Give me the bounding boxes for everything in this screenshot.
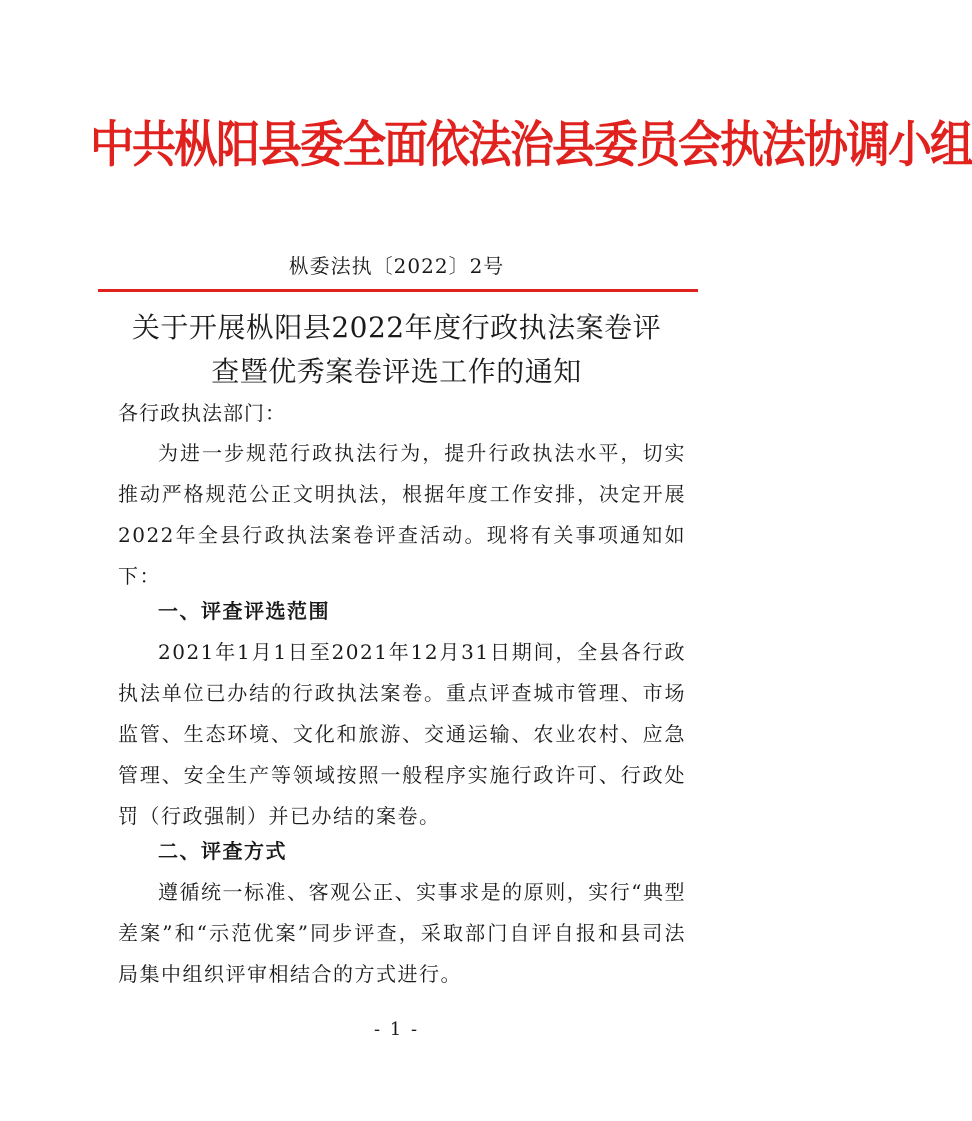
page-number: - 1 - — [373, 1019, 420, 1040]
section-paragraph-method: 遵循统一标准、客观公正、实事求是的原则，实行“典型差案”和“示范优案”同步评查，采取部门自评自报和县司法局集中组织评审相结合的方式进行。 — [118, 880, 686, 986]
red-separator-line — [98, 289, 698, 292]
document-title-line-2: 查暨优秀案卷评选工作的通知 — [211, 355, 582, 388]
section-heading-scope: 一、评查评选范围 — [158, 599, 330, 623]
intro-paragraph: 为进一步规范行政执法行为，提升行政执法水平，切实推动严格规范公正文明执法，根据年度工作安排，决定开展2022年全县行政执法案卷评查活动。现将有关事项通知如下： — [118, 441, 686, 588]
section-heading-method: 二、评查方式 — [158, 839, 287, 863]
document-number: 枞委法执〔2022〕2号 — [288, 254, 505, 278]
issuing-organization-header: 中共枞阳县委全面依法治县委员会执法协调小组 — [90, 116, 972, 174]
document-title-line-1: 关于开展枞阳县2022年度行政执法案卷评 — [131, 311, 662, 344]
section-paragraph-scope: 2021年1月1日至2021年12月31日期间，全县各行政执法单位已办结的行政执法案卷。重点评查城市管理、市场监管、生态环境、文化和旅游、交通运输、农业农村、应急管理、安全生产等领域按照一般程序实施行政许可、行政处罚（行政强制）并已办结的案卷。 — [118, 640, 686, 828]
addressee: 各行政执法部门： — [118, 401, 286, 425]
